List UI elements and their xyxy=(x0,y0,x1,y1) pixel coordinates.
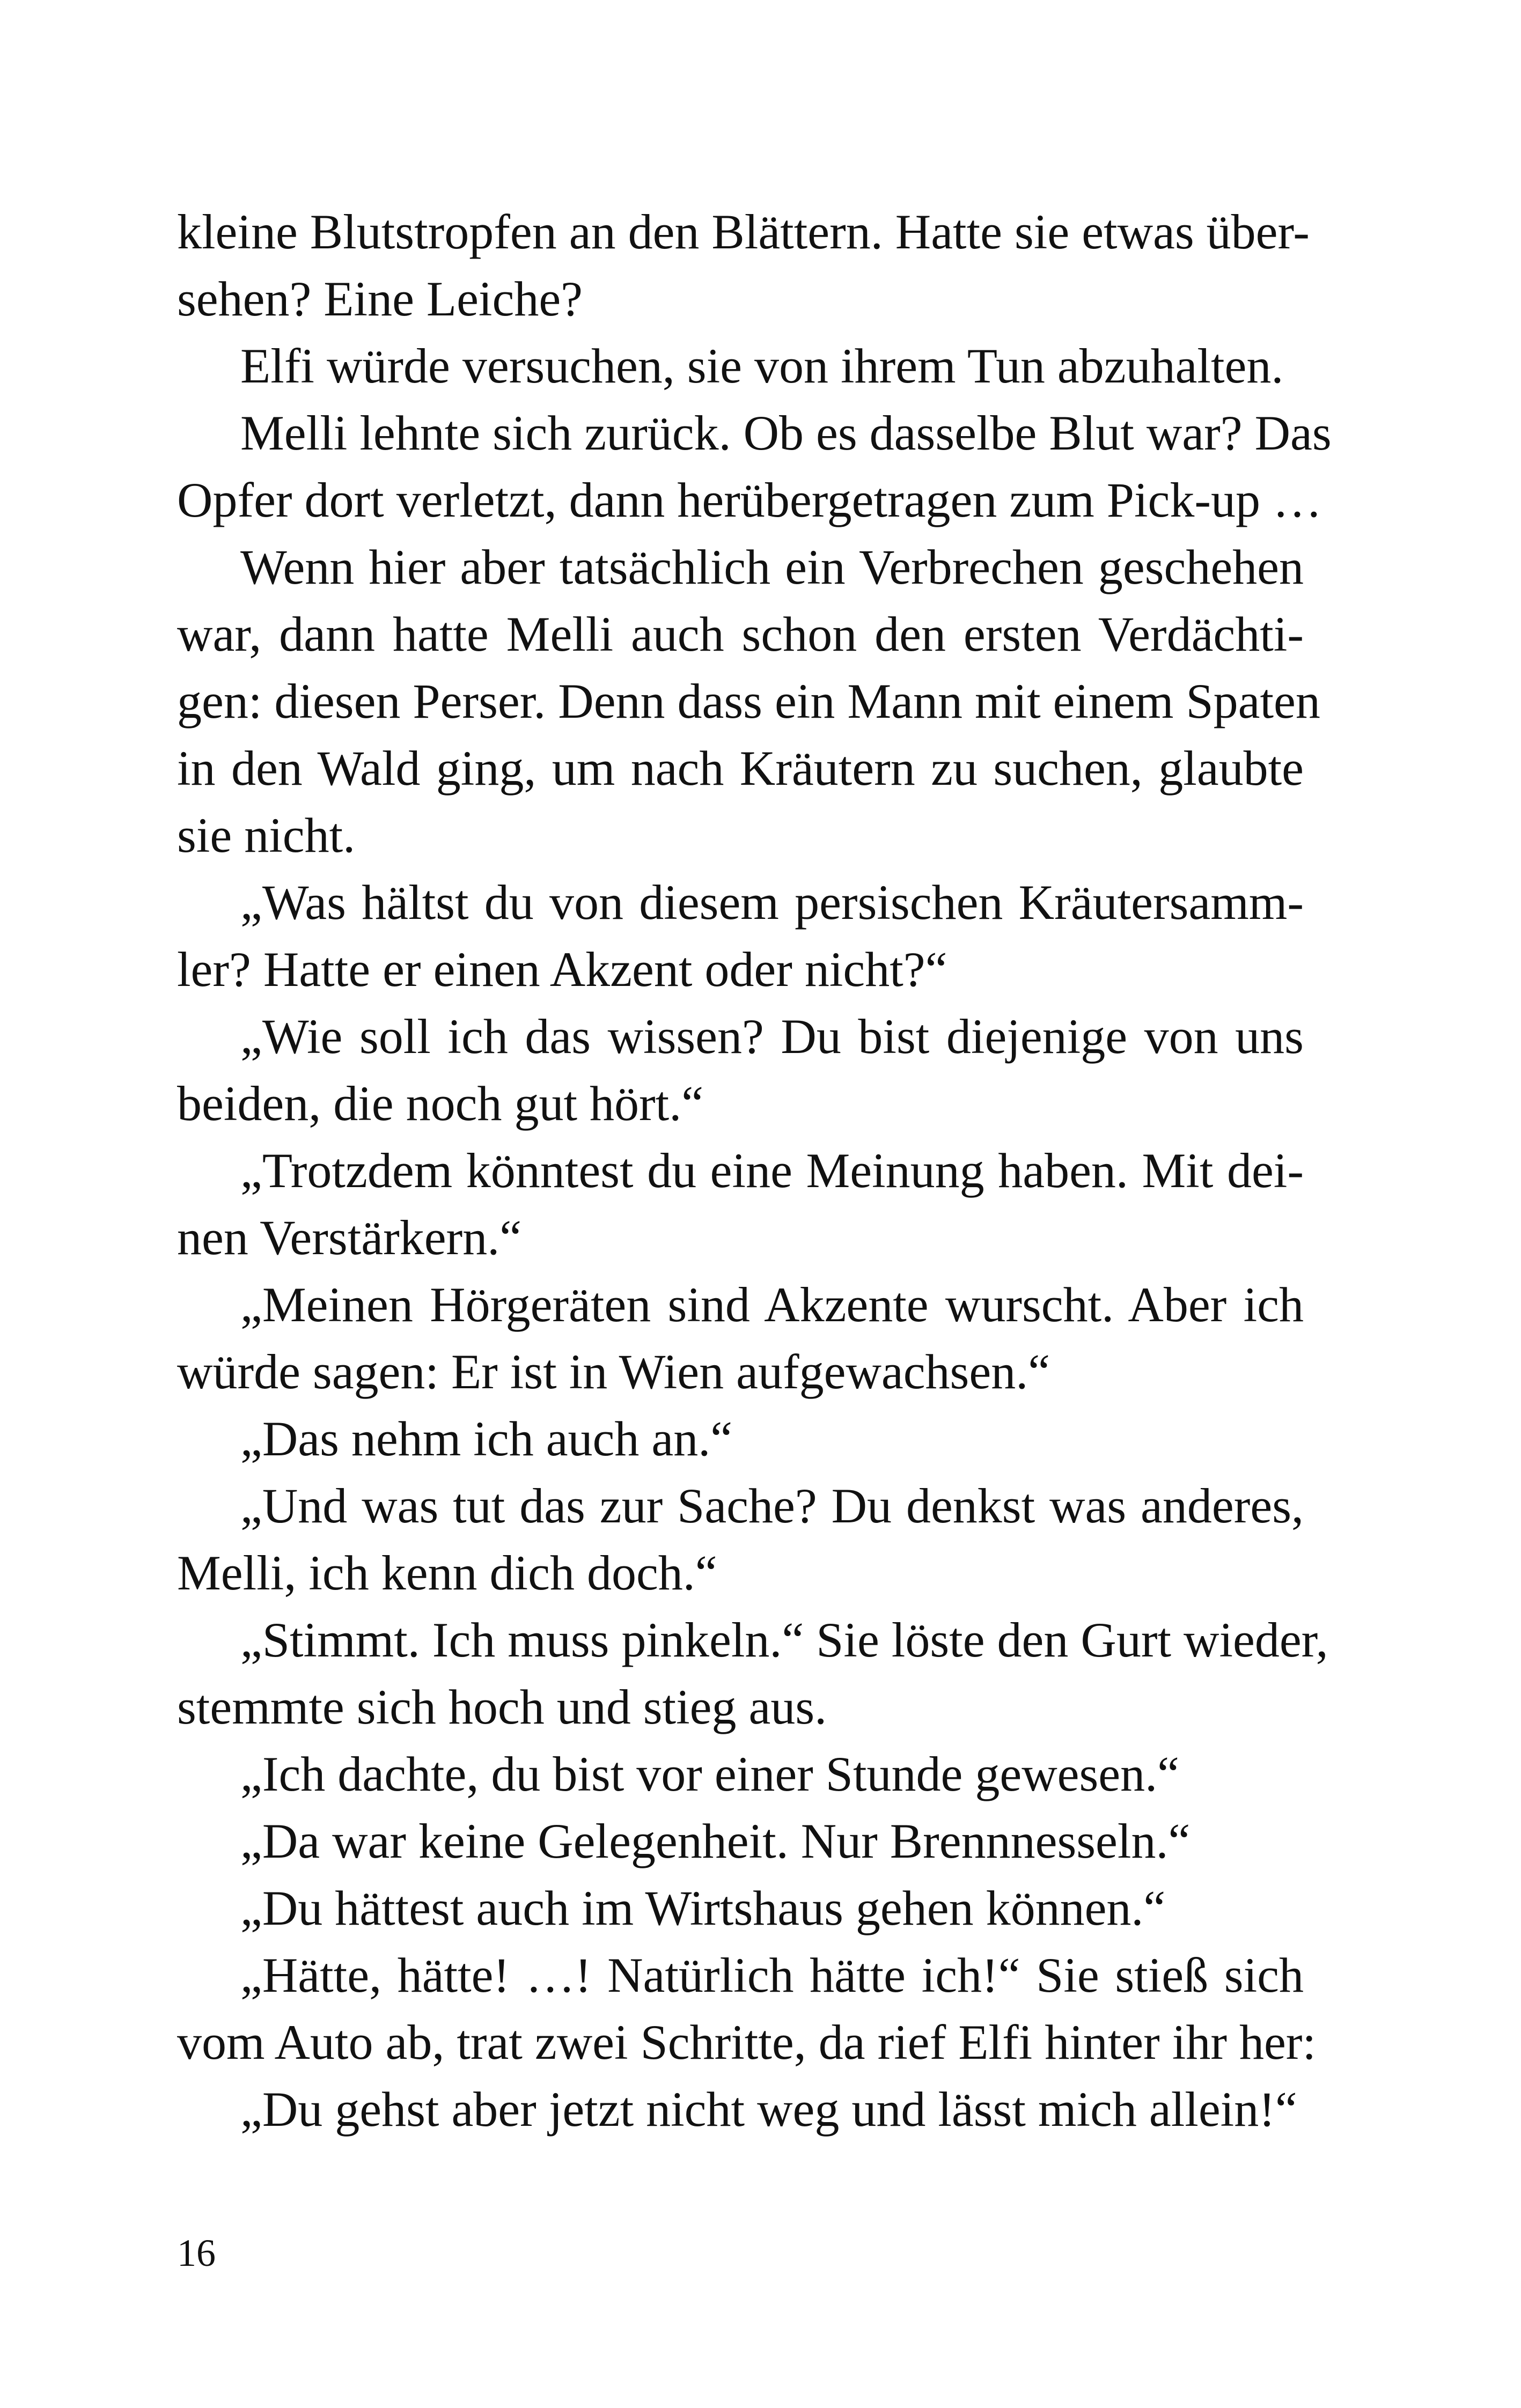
text-line: sehen? Eine Leiche? xyxy=(177,271,583,326)
body-text xyxy=(177,198,1332,2143)
text-line: „Was hältst du von diesem persischen Kräutersamm- xyxy=(240,875,1304,930)
text-line: „Meinen Hörgeräten sind Akzente wurscht. Aber ich xyxy=(240,1277,1304,1332)
text-line: gen: diesen Perser. Denn dass ein Mann mit einem Spaten xyxy=(177,674,1320,728)
text-line: in den Wald ging, um nach Kräutern zu suchen, glaubte xyxy=(177,741,1304,796)
text-line: „Hätte, hätte! …! Natürlich hätte ich!“ Sie stieß sich xyxy=(240,1948,1304,2002)
text-line: Elfi würde versuchen, sie von ihrem Tun abzuhalten. xyxy=(240,338,1284,393)
text-line: „Wie soll ich das wissen? Du bist diejenige von uns xyxy=(240,1009,1304,1064)
text-line: „Und was tut das zur Sache? Du denkst was anderes, xyxy=(240,1478,1304,1533)
text-line: vom Auto ab, trat zwei Schritte, da rief Elfi hinter ihr her: xyxy=(177,2015,1317,2070)
text-line: Melli lehnte sich zurück. Ob es dasselbe Blut war? Das xyxy=(240,406,1332,460)
text-line: nen Verstärkern.“ xyxy=(177,1210,522,1265)
text-line: Melli, ich kenn dich doch.“ xyxy=(177,1545,717,1600)
text-line: würde sagen: Er ist in Wien aufgewachsen.“ xyxy=(177,1344,1050,1399)
text-line: „Trotzdem könntest du eine Meinung haben. Mit dei- xyxy=(240,1143,1304,1198)
page-number: 16 xyxy=(177,2232,216,2274)
text-line: kleine Blutstropfen an den Blättern. Hatte sie etwas über- xyxy=(177,204,1310,259)
text-line: Wenn hier aber tatsächlich ein Verbrechen geschehen xyxy=(240,540,1304,594)
text-line: „Das nehm ich auch an.“ xyxy=(240,1411,733,1466)
text-line: „Stimmt. Ich muss pinkeln.“ Sie löste den Gurt wieder, xyxy=(240,1612,1328,1667)
text-line: Opfer dort verletzt, dann herübergetragen zum Pick-up … xyxy=(177,473,1322,527)
text-line: „Du gehst aber jetzt nicht weg und lässt mich allein!“ xyxy=(240,2082,1297,2137)
text-line: war, dann hatte Melli auch schon den ersten Verdächti- xyxy=(177,607,1304,661)
text-line: stemmte sich hoch und stieg aus. xyxy=(177,1680,827,1734)
text-line: ler? Hatte er einen Akzent oder nicht?“ xyxy=(177,942,947,997)
text-line: sie nicht. xyxy=(177,808,356,863)
text-line: beiden, die noch gut hört.“ xyxy=(177,1076,704,1131)
text-line: „Da war keine Gelegenheit. Nur Brennnesseln.“ xyxy=(240,1814,1191,1868)
text-line: „Ich dachte, du bist vor einer Stunde gewesen.“ xyxy=(240,1747,1179,1801)
text-line: „Du hättest auch im Wirtshaus gehen können.“ xyxy=(240,1881,1166,1935)
